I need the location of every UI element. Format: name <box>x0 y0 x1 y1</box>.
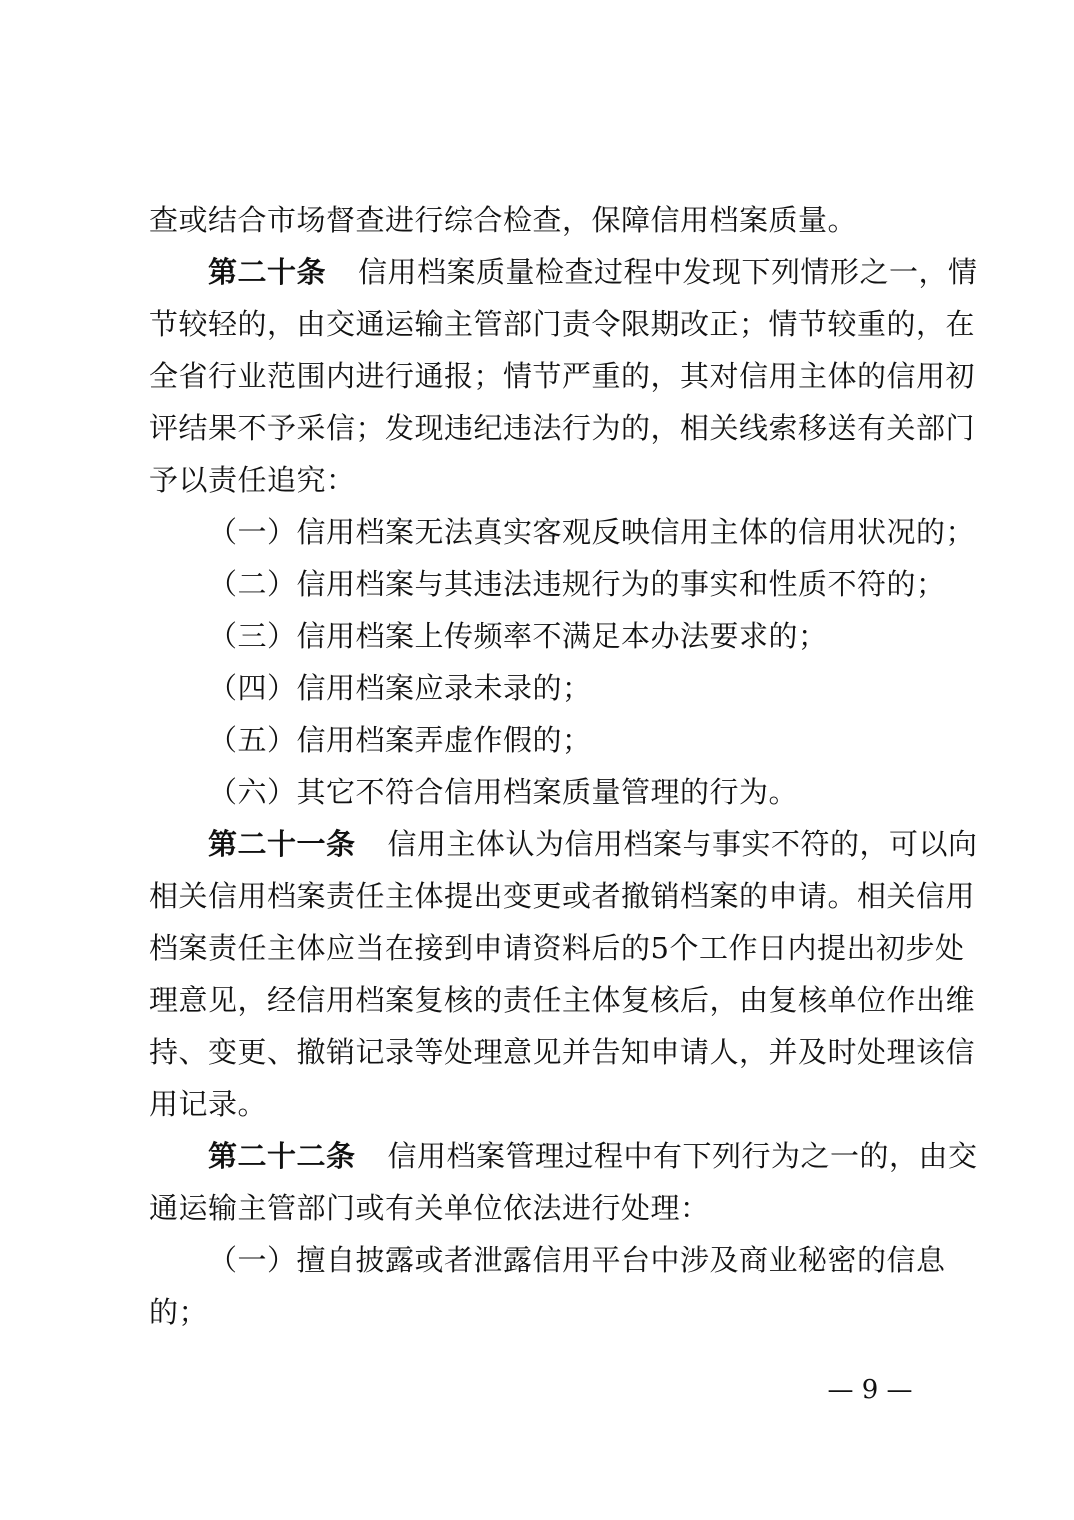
list-item: （一）信用档案无法真实客观反映信用主体的信用状况的； <box>208 515 976 549</box>
page-number: — 9 — <box>827 1375 913 1405</box>
list-item: （二）信用档案与其违法违规行为的事实和性质不符的； <box>208 567 946 601</box>
article-21-heading: 第二十一条 <box>208 827 356 861</box>
text-line: 信用档案质量检查过程中发现下列情形之一，情 <box>358 255 978 289</box>
list-item: （五）信用档案弄虚作假的； <box>208 723 592 757</box>
text-line: 的； <box>149 1295 209 1329</box>
text-line: 档案责任主体应当在接到申请资料后的5个工作日内提出初步处 <box>149 931 965 965</box>
list-item: （六）其它不符合信用档案质量管理的行为。 <box>208 775 799 809</box>
text-line: 用记录。 <box>149 1087 268 1121</box>
list-item: （三）信用档案上传频率不满足本办法要求的； <box>208 619 828 653</box>
text-line: 信用主体认为信用档案与事实不符的，可以向 <box>387 827 978 861</box>
text-line: 节较轻的，由交通运输主管部门责令限期改正；情节较重的，在 <box>149 307 976 341</box>
article-22-line <box>208 1136 978 1176</box>
text-line: 信用档案管理过程中有下列行为之一的，由交 <box>387 1139 978 1173</box>
text-line: 通运输主管部门或有关单位依法进行处理： <box>149 1191 710 1225</box>
article-22-heading: 第二十二条 <box>208 1139 356 1173</box>
text-line: 相关信用档案责任主体提出变更或者撤销档案的申请。相关信用 <box>149 879 976 913</box>
text-line: 理意见，经信用档案复核的责任主体复核后，由复核单位作出维 <box>149 983 976 1017</box>
text-line: 查或结合市场督查进行综合检查，保障信用档案质量。 <box>149 203 858 237</box>
article-21-line <box>208 824 978 864</box>
list-item: （一）擅自披露或者泄露信用平台中涉及商业秘密的信息 <box>208 1243 946 1277</box>
text-line: 全省行业范围内进行通报；情节严重的，其对信用主体的信用初 <box>149 359 976 393</box>
list-item: （四）信用档案应录未录的； <box>208 671 592 705</box>
article-20-heading: 第二十条 <box>208 255 327 289</box>
text-line: 予以责任追究： <box>149 463 356 497</box>
text-line: 持、变更、撤销记录等处理意见并告知申请人，并及时处理该信 <box>149 1035 976 1069</box>
article-20-line <box>208 252 978 292</box>
text-line: 评结果不予采信；发现违纪违法行为的，相关线索移送有关部门 <box>149 411 976 445</box>
